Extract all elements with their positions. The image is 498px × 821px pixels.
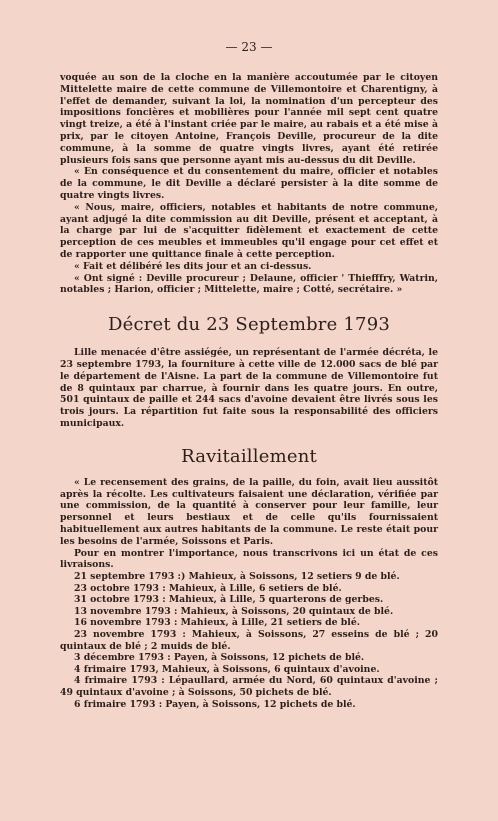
document-page: [60, 40, 438, 710]
list-item: 6 frimaire 1793 : Payen, à Soissons, 12 pichets de blé.: [74, 698, 356, 710]
list-item: 16 novembre 1793 : Mahieux, à Lille, 21 setiers de blé.: [74, 617, 360, 629]
intro-paragraph-1: voquée au son de la cloche en la manière accoutumée par le citoyen Mittelette maire de cette commune de Villemontoire et Charentigny, à l'effet de demander, suivant la loi, la nomination d'un percepteur des impositions foncières et mobilières pour l'année mil sept cent quatre vingt treize, a été à l'instant criée par le maire, au rabais et a été mise à prix, par le citoyen Antoine, François Deville, procureur de la dite commune, à la somme de quatre vingts livres, ayant été retirée plusieurs fois sans que personne ayant mis au-dessus du dit Deville.: [60, 72, 438, 166]
intro-paragraph-2: « En conséquence et du consentement du maire, officier et notables de la commune, le dit Deville a déclaré persister à la dite somme de quatre vingts livres.: [60, 166, 438, 201]
intro-paragraph-4: « Fait et délibéré les dits jour et an ci-dessus.: [74, 260, 312, 272]
decret-paragraph: Lille menacée d'être assiégée, un représentant de l'armée décréta, le 23 septembre 1793, la fourniture à cette ville de 12.000 sacs de blé par le département de l'Aisne. La part de la commune de Villemontoire fut de 8 quintaux par charrue, à fournir dans les quatre jours. En outre, 501 quintaux de paille et 244 sacs d'avoine devaient être livrés sous les trois jours. La répartition fut faite sous la responsabilité des officiers municipaux.: [60, 347, 438, 429]
list-item: 4 frimaire 1793 : Lépaullard, armée du Nord, 60 quintaux d'avoine ; 49 quintaux d'avoine ; à Soissons, 50 pichets de blé.: [60, 675, 438, 699]
intro-paragraph-3: « Nous, maire, officiers, notables et habitants de notre commune, ayant adjugé la dite commission au dit Deville, présent et acceptant, à la charge par lui de s'acquitter fidèlement et exactement de cette perception de ces meubles et immeubles qu'il engage pour cet effet et de rapporter une quittance finale à cette perception.: [60, 201, 438, 260]
deliveries-list: [60, 571, 438, 710]
list-item: 4 frimaire 1793, Mahieux, à Soissons, 6 quintaux d'avoine.: [74, 663, 380, 675]
section-title-decret: Décret du 23 Septembre 1793: [107, 314, 390, 336]
list-item: 23 octobre 1793 : Mahieux, à Lille, 6 setiers de blé.: [74, 582, 342, 594]
list-item: 21 septembre 1793 :) Mahieux, à Soissons, 12 setiers 9 de blé.: [74, 571, 400, 583]
list-item: 3 décembre 1793 : Payen, à Soissons, 12 pichets de blé.: [74, 652, 365, 664]
list-item: 13 novembre 1793 : Mahieux, à Soissons, 20 quintaux de blé.: [74, 605, 394, 617]
list-item: 23 novembre 1793 : Mahieux, à Soissons, 27 esseins de blé ; 20 quintaux de blé ; 2 muids de blé.: [60, 629, 438, 652]
list-item: 31 octobre 1793 : Mahieux, à Lille, 5 quarterons de gerbes.: [74, 594, 384, 606]
ravitaillement-paragraph: « Le recensement des grains, de la paille, du foin, avait lieu aussitôt après la récolte. Les cultivateurs faisaient une déclaration, vérifiée par une commission, de la quantité à conserver pour leur famille, leur personnel et leurs bestiaux et de celle qu'ils fournissaient habituellement aux autres habitants de la commune. Le reste était pour les besoins de l'armée, Soissons et Paris.: [60, 476, 438, 547]
page-number: — 23 —: [225, 40, 273, 54]
section-title-ravitaillement: Ravitaillement: [181, 445, 317, 467]
ravitaillement-paragraph-2: Pour en montrer l'importance, nous transcrivons ici un état de ces livraisons.: [60, 547, 438, 571]
intro-paragraph-5: « Ont signé : Deville procureur ; Delaune, officier ' Thiefffry, Watrin, notables ; Harion, officier ; Mittelette, maire ; Cotté, secrétaire. »: [60, 272, 438, 296]
